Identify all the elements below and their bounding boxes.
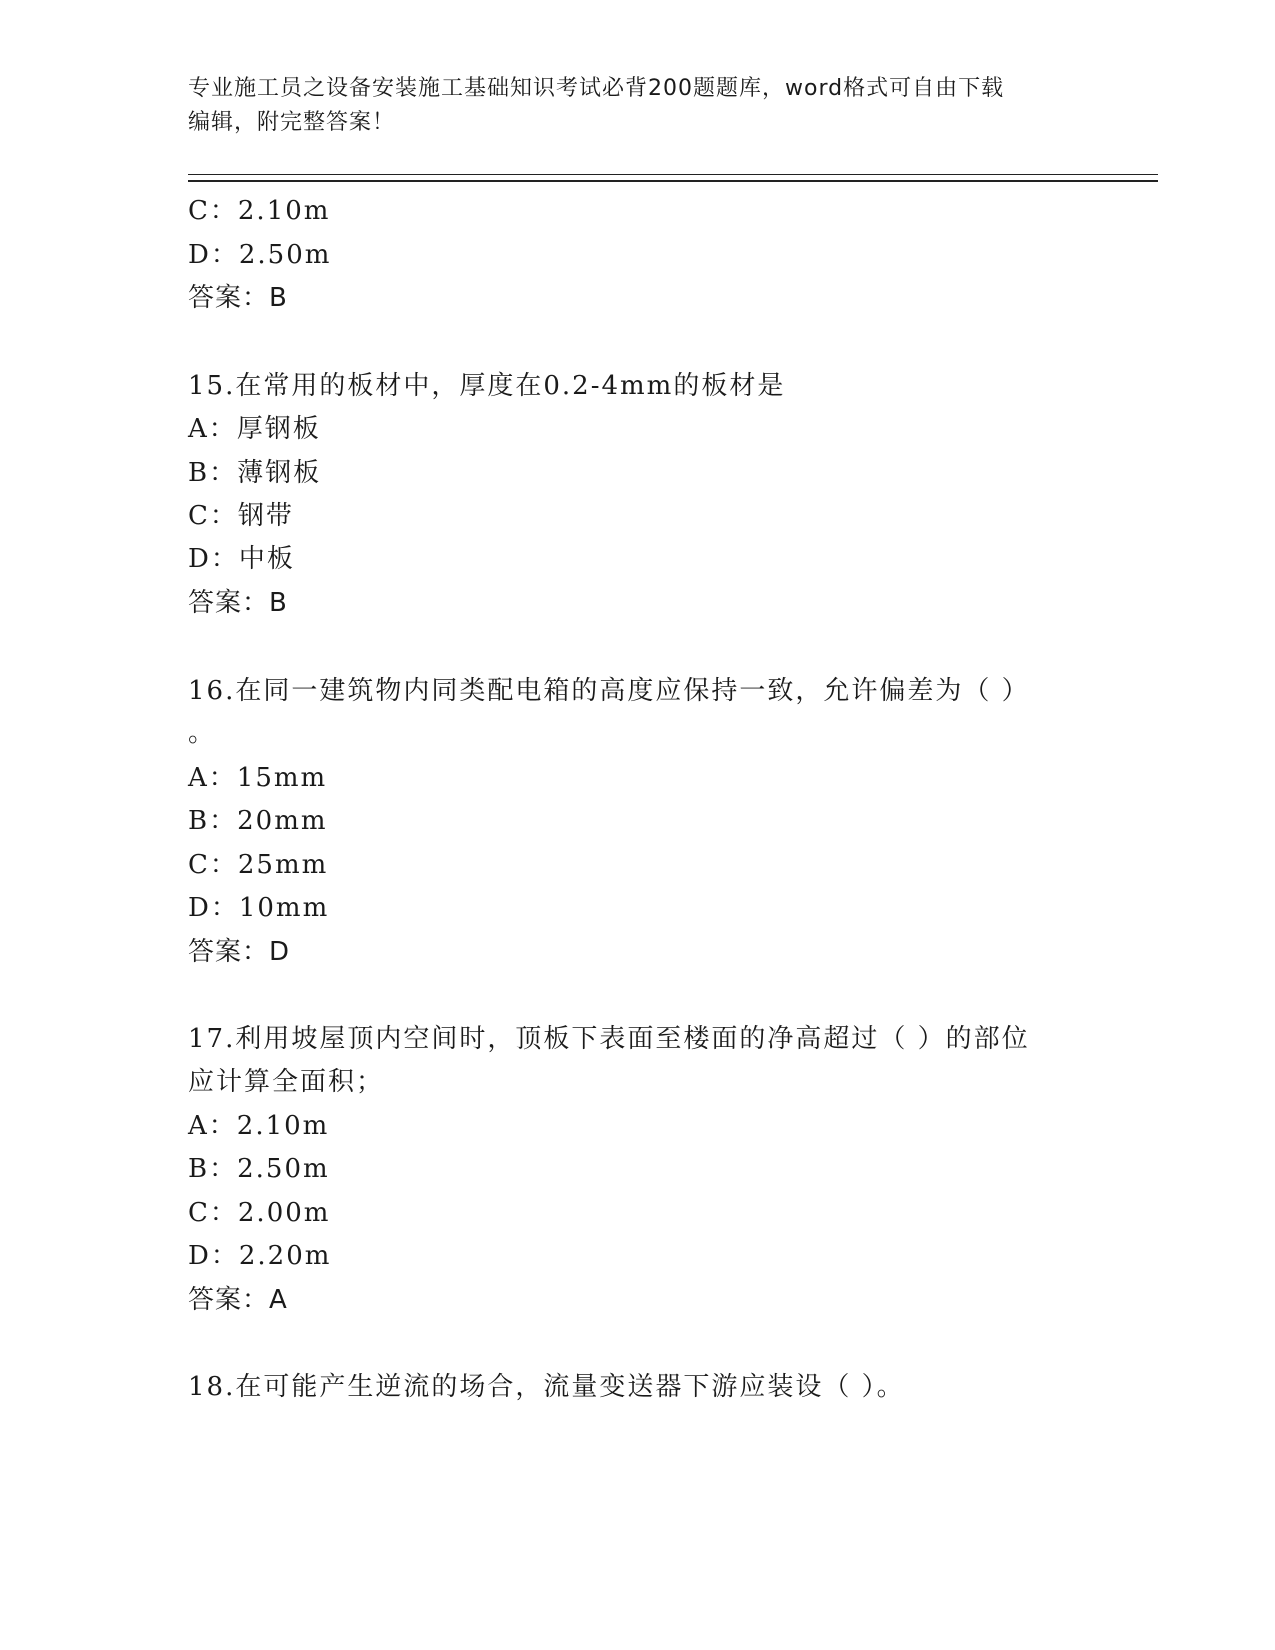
q15-question: 15.在常用的板材中，厚度在0.2-4mm的板材是 [188, 371, 786, 401]
q17-option-d: D：2.20m [188, 1241, 332, 1271]
q16-option-c: C：25mm [188, 850, 329, 880]
q14-answer: 答案：B [188, 283, 288, 313]
q17-question-line-1: 17.利用坡屋顶内空间时，顶板下表面至楼面的净高超过（ ）的部位 [188, 1024, 1030, 1054]
q16-option-b: B：20mm [188, 806, 328, 836]
q16-answer: 答案：D [188, 937, 291, 967]
header-title-line-2: 编辑，附完整答案！ [188, 110, 396, 135]
q17-answer: 答案：A [188, 1285, 288, 1315]
q16-option-d: D：10mm [188, 893, 330, 923]
q15-option-a: A：厚钢板 [188, 414, 321, 444]
q15-answer: 答案：B [188, 588, 288, 618]
header-divider-thin [188, 174, 1158, 175]
q14-option-d: D：2.50m [188, 240, 332, 270]
q16-question-line-1: 16.在同一建筑物内同类配电箱的高度应保持一致，允许偏差为（ ） [188, 676, 1030, 706]
q17-question-line-2: 应计算全面积； [188, 1067, 385, 1097]
q18-question: 18.在可能产生逆流的场合，流量变送器下游应装设（ ）。 [188, 1372, 905, 1402]
q16-question-line-2: 。 [188, 718, 217, 748]
header-divider-thick [188, 180, 1158, 182]
q15-option-b: B：薄钢板 [188, 458, 322, 488]
q14-option-c: C：2.10m [188, 196, 331, 226]
document-header [188, 72, 1068, 140]
q15-option-c: C：钢带 [188, 501, 294, 531]
q15-option-d: D：中板 [188, 544, 295, 574]
q17-option-c: C：2.00m [188, 1198, 331, 1228]
header-title-line-1: 专业施工员之设备安装施工基础知识考试必背200题题库，word格式可自由下载 [188, 76, 1005, 101]
q17-option-b: B：2.50m [188, 1154, 330, 1184]
q17-option-a: A：2.10m [188, 1111, 330, 1141]
q16-option-a: A：15mm [188, 763, 328, 793]
